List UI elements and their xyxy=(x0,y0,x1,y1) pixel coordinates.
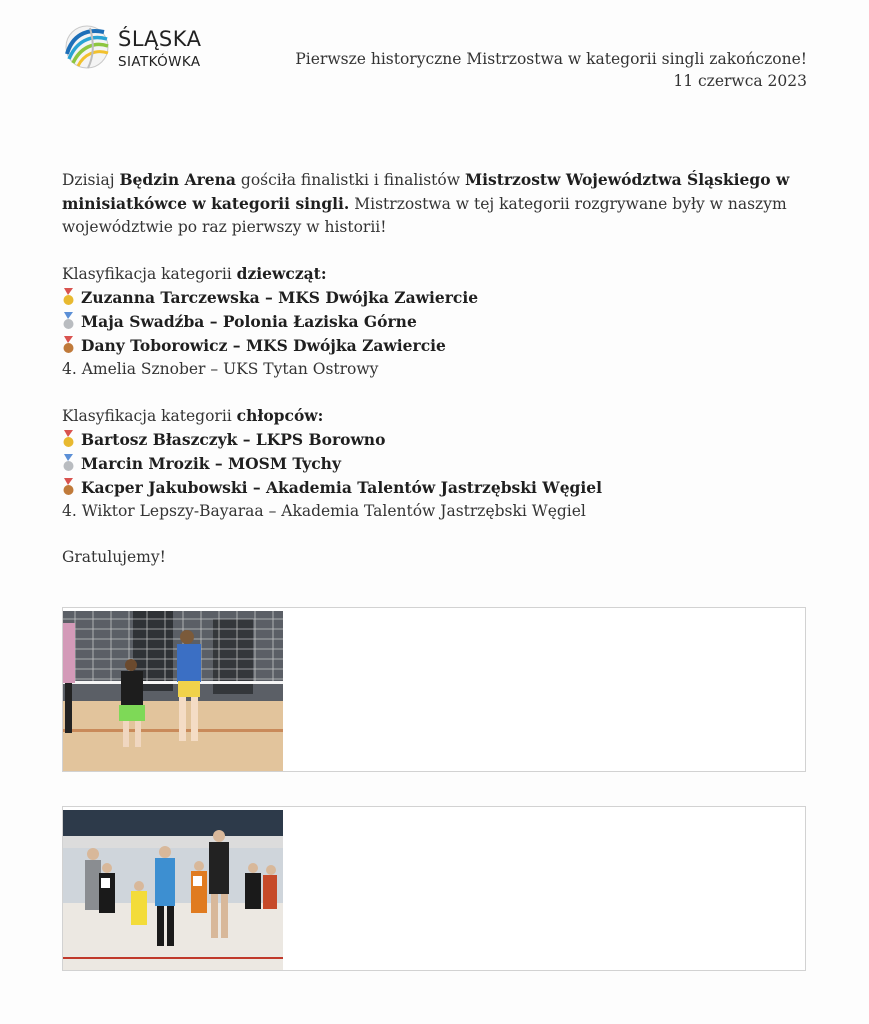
photo-card-girls[interactable] xyxy=(62,607,806,772)
photo-boys-image xyxy=(63,810,283,970)
girls-label: Klasyfikacja kategorii xyxy=(62,265,237,283)
article-header xyxy=(295,48,807,92)
girls-second: Maja Swadźba – Polonia Łaziska Górne xyxy=(81,312,417,331)
intro-text-3: Mistrzostwa w tej kategorii rozgrywane były w naszym województwie po raz pierwszy w historii! xyxy=(62,195,787,236)
boys-fourth: 4. Wiktor Lepszy-Bayaraa – Akademia Talentów Jastrzębski Węgiel xyxy=(62,502,586,520)
intro-venue: Będzin Arena xyxy=(119,170,236,189)
intro-text-2: gościła finalistki i finalistów xyxy=(235,171,465,189)
gold-medal-icon xyxy=(62,288,75,306)
girls-first: Zuzanna Tarczewska – MKS Dwójka Zawiercie xyxy=(81,288,479,307)
list-item xyxy=(62,476,812,500)
site-logo[interactable] xyxy=(64,24,214,76)
article-date: 11 czerwca 2023 xyxy=(673,72,807,90)
list-item xyxy=(62,428,812,452)
gold-medal-icon xyxy=(62,430,75,448)
photo-boys-group[interactable] xyxy=(63,810,283,970)
boys-second: Marcin Mrozik – MOSM Tychy xyxy=(81,454,341,473)
list-item xyxy=(62,452,812,476)
photo-girls-handshake[interactable] xyxy=(63,611,283,771)
photo-card-boys[interactable] xyxy=(62,806,806,971)
boys-label-bold: chłopców: xyxy=(236,406,324,425)
closing-text: Gratulujemy! xyxy=(62,548,166,566)
silver-medal-icon xyxy=(62,312,75,330)
boys-heading xyxy=(62,404,812,428)
list-item xyxy=(62,286,812,310)
intro-championship: Mistrzostw Województwa Śląskiego w minisiatkówce w kategorii singli. xyxy=(62,170,790,213)
girls-third: Dany Toborowicz – MKS Dwójka Zawiercie xyxy=(81,336,446,355)
girls-label-bold: dziewcząt: xyxy=(236,264,327,283)
article-body xyxy=(62,168,812,569)
boys-label: Klasyfikacja kategorii xyxy=(62,407,237,425)
logo-text-bottom: SIATKÓWKA xyxy=(118,54,201,70)
girls-heading xyxy=(62,262,812,286)
intro-text-1: Dzisiaj xyxy=(62,171,120,189)
article-title: Pierwsze historyczne Mistrzostwa w kategorii singli zakończone! xyxy=(295,50,807,68)
bronze-medal-icon xyxy=(62,478,75,496)
logo-text-top: ŚLĄSKA xyxy=(118,27,202,51)
boys-first: Bartosz Błaszczyk – LKPS Borowno xyxy=(81,430,386,449)
photo-girls-image xyxy=(63,611,283,771)
list-item xyxy=(62,334,812,358)
girls-fourth: 4. Amelia Sznober – UKS Tytan Ostrowy xyxy=(62,360,379,378)
volleyball-logo-icon xyxy=(64,24,110,70)
list-item xyxy=(62,310,812,334)
bronze-medal-icon xyxy=(62,336,75,354)
silver-medal-icon xyxy=(62,454,75,472)
boys-third: Kacper Jakubowski – Akademia Talentów Jastrzębski Węgiel xyxy=(81,478,603,497)
intro-paragraph xyxy=(62,168,812,239)
